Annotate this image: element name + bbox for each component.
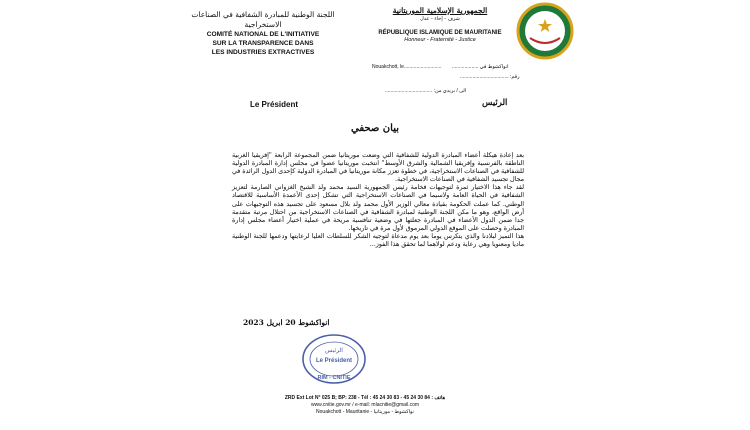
committee-name-fr-line2: SUR LA TRANSPARENCE DANS xyxy=(212,40,314,47)
signature-date: انواكشوط 20 ابريل 2023 xyxy=(243,318,330,327)
president-label-fr: Le Président xyxy=(250,100,299,109)
motto-fr: Honneur - Fraternité - Justice xyxy=(404,37,476,43)
national-emblem-icon xyxy=(516,2,574,60)
stamp-text-top: الرئيس xyxy=(325,347,343,354)
reference-date-ar: انواكشوط في ................... xyxy=(452,64,509,70)
document-page xyxy=(160,0,590,430)
committee-name-ar: اللجنة الوطنية للمبادرة الشفافية في الصناعات الاستخراجية xyxy=(191,10,335,29)
body-paragraph: لقد جاء هذا الاختيار ثمرة لتوجيهات فخامة رئيس الجمهورية السيد محمد ولد الشيخ الغزواني الصارمة لتعزيز الشفافية في الحياة العامة ولاسيما في الصناعات الاستخراجية التي تشكل إحدى الأعمدة الأساسية للاقتصاد الوطني. كما عملت الحكومة بقيادة معالي الوزير الأول محمد ولد بلال مسعود على تجسيد هذه التوجيهات على أرض الواقع، وهو ما مكن اللجنة الوطنية لمبادرة الشفافية في الصناعات الاستخراجية من احتلال مرتبة متقدمة جدا ضمن الدول الأعضاء في المبادرة جعلتها في وضعية تنافسية مريحة في عملية اختيار أعضاء مجلس إدارة المبادرة وحصلت على الموقع الدولي المرموق لأول مرة في تاريخها. xyxy=(232,184,524,232)
document-body xyxy=(232,152,524,249)
stamp-text-middle: Le Président xyxy=(315,358,353,364)
official-stamp xyxy=(300,332,368,386)
footer-contact: www.cnitie.gov.mr / e-mail: mlacnitie@gmail.com xyxy=(310,402,420,408)
committee-name-fr-line3: LES INDUSTRIES EXTRACTIVES xyxy=(211,49,315,56)
republic-name-fr: RÉPUBLIQUE ISLAMIQUE DE MAURITANIE xyxy=(378,30,502,36)
stamp-text-bottom: RIM - CNITIE xyxy=(317,375,351,381)
motto-ar: شرف - إخاء - عدل xyxy=(420,16,460,22)
document-footer xyxy=(215,395,515,416)
body-paragraph: بعد إعادة هيكلة أعضاء المبادرة الدولية للشفافية التي وضعت موريتانيا ضمن المجموعة الرابعة "إفريقيا الغربية الناطقة بالفرنسية وإفريقيا الشمالية والشرق الأوسط" انتخبت موريتانيا عضوا في مجلس إدارة المبادرة الدولية للشفافية في الصناعات الاستخراجية، في خطوة تعزز مكانة موريتانيا في المبادرة الدولية كإحدى الدول الرائدة في مجال تجسيد الشفافية في الصناعات الاستخراجية. xyxy=(232,152,524,184)
footer-address: ZRD Ext Lot N° 025 B; BP: 238 - Tél : 45 24 30 83 - 45 24 30 84 : هاتف xyxy=(284,395,446,401)
republic-header xyxy=(370,6,510,43)
committee-header xyxy=(178,10,348,57)
document-title: بيان صحفي xyxy=(350,123,399,134)
body-paragraph: هذا التميز لبلادنا والذي يتكرس يوما بعد يوم مدعاة لتوجيه الشكر للسلطات العليا لرعايتها ودعمها للجنة الوطنية ماديا ومعنويا وهي رعاية ودعم لولاهما لما تحقق هذا الفوز... xyxy=(232,232,524,249)
committee-name-fr-line1: COMITÉ NATIONAL DE L'INITIATIVE xyxy=(206,31,320,38)
reference-place-fr: Nouakchott, le........................... xyxy=(372,64,442,70)
reference-attention-ar: الى / بريدي من: .................................. xyxy=(385,88,467,94)
republic-name-ar: الجمهورية الإسلامية الموريتانية xyxy=(392,6,488,15)
reference-number-ar: رقم: ................................... xyxy=(460,74,520,80)
president-label-ar: الرئيس xyxy=(482,98,508,108)
footer-city: Nouakchott - Mauritanie - نواكشوط - موريتانيا xyxy=(316,409,414,415)
